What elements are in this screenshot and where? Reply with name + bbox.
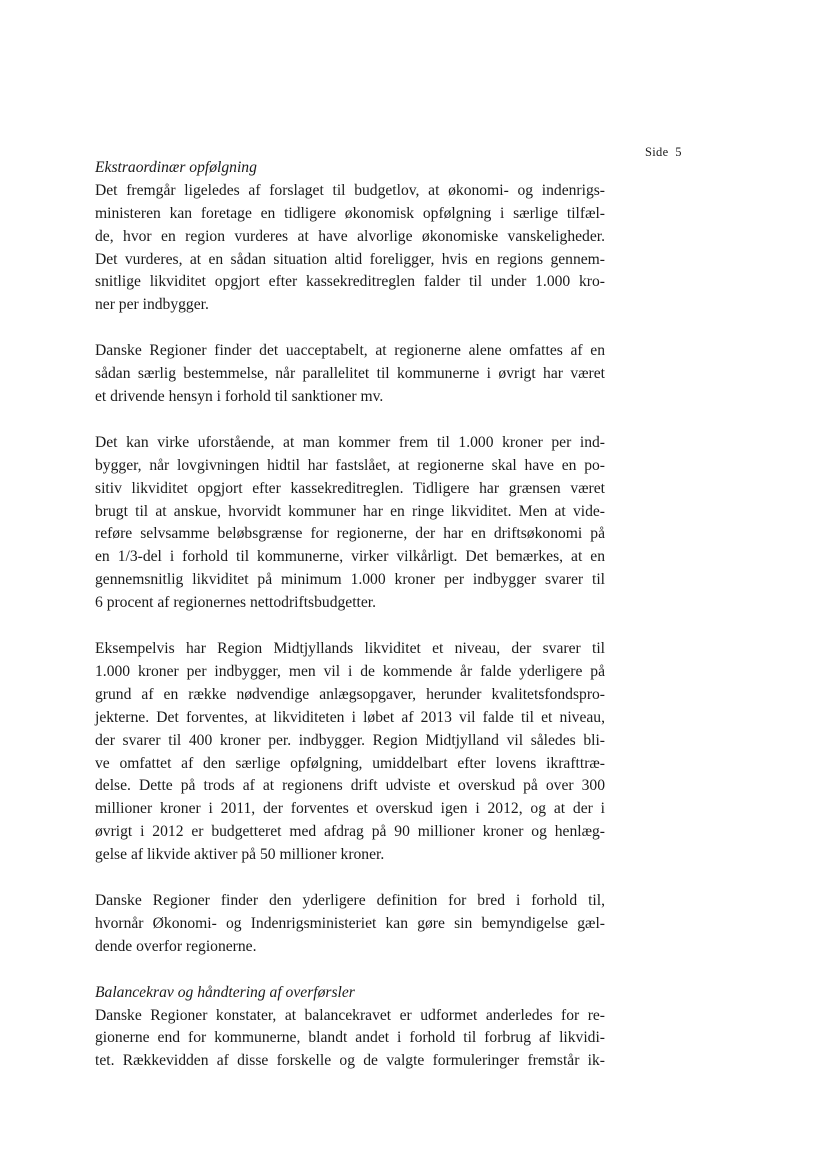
text-line: tet. Rækkevidden af disse forskelle og de valgte formuleringer fremstår ik- [95, 1052, 605, 1070]
text-line: jekterne. Det forventes, at likviditeten i løbet af 2013 vil falde til et niveau, [95, 708, 605, 726]
text-line: Eksempelvis har Region Midtjyllands likviditet et niveau, der svarer til [95, 640, 605, 658]
text-line: bygger, når lovgivningen hidtil har fastslået, at regionerne skal have en po- [95, 456, 605, 474]
text-line: hvornår Økonomi- og Indenrigsministeriet kan gøre sin bemyndigelse gæl- [95, 914, 605, 932]
text-line: Det fremgår ligeledes af forslaget til budgetlov, at økonomi- og indenrigs- [95, 181, 605, 199]
text-line: gennemsnitlig likviditet på minimum 1.000 kroner per indbygger svarer til [95, 571, 605, 589]
paragraph [95, 180, 605, 317]
text-line: brugt til at anskue, hvorvidt kommuner har en ringe likviditet. Men at vide- [95, 502, 605, 520]
text-line: reføre selvsamme beløbsgrænse for regionerne, der har en driftsøkonomi på [95, 525, 605, 543]
text-line: dende overfor regionerne. [95, 937, 257, 955]
paragraph [95, 890, 605, 959]
text-line: ministeren kan foretage en tidligere økonomisk opfølgning i særlige tilfæl- [95, 204, 605, 222]
text-line: 1.000 kroner per indbygger, men vil i de kommende år falde yderligere på [95, 662, 605, 680]
text-line: et drivende hensyn i forhold til sanktioner mv. [95, 388, 384, 406]
text-line: ner per indbygger. [95, 296, 209, 314]
text-line: millioner kroner i 2011, der forventes et overskud igen i 2012, og at der i [95, 800, 605, 818]
text-line: gelse af likvide aktiver på 50 millioner kroner. [95, 846, 385, 864]
text-line: sådan særlig bestemmelse, når parallelitet til kommunerne i øvrigt har været [95, 365, 605, 383]
text-line: ve omfattet af den særlige opfølgning, umiddelbart efter lovens ikrafttræ- [95, 754, 605, 772]
text-line: en 1/3-del i forhold til kommunerne, virker vilkårligt. Det bemærkes, at en [95, 548, 605, 566]
paragraph [95, 432, 605, 615]
text-line: Det vurderes, at en sådan situation altid foreligger, hvis en regions gennem- [95, 250, 605, 268]
text-line: de, hvor en region vurderes at have alvorlige økonomiske vanskeligheder. [95, 227, 605, 245]
text-line: Det kan virke uforstående, at man kommer frem til 1.000 kroner per ind- [95, 433, 605, 451]
text-line: øvrigt i 2012 er budgetteret med afdrag på 90 millioner kroner og henlæg- [95, 823, 605, 841]
text-line: sitiv likviditet opgjort efter kassekreditreglen. Tidligere har grænsen været [95, 479, 605, 497]
section-heading: Balancekrav og håndtering af overførsler [95, 983, 355, 1001]
text-line: Danske Regioner finder den yderligere definition for bred i forhold til, [95, 891, 605, 909]
paragraph [95, 1005, 605, 1074]
text-line: Danske Regioner konstater, at balancekravet er udformet anderledes for re- [95, 1006, 605, 1024]
text-line: gionerne end for kommunerne, blandt andet i forhold til forbrug af likvidi- [95, 1029, 605, 1047]
text-line: grund af en række nødvendige anlægsopgaver, herunder kvalitetsfondspro- [95, 685, 605, 703]
paragraph [95, 340, 605, 409]
text-line: der svarer til 400 kroner per. indbygger. Region Midtjylland vil således bli- [95, 731, 605, 749]
page-number: Side 5 [645, 145, 682, 159]
text-line: snitlige likviditet opgjort efter kassekreditreglen falder til under 1.000 kro- [95, 273, 605, 291]
text-line: 6 procent af regionernes nettodriftsbudgetter. [95, 594, 377, 612]
section-heading: Ekstraordinær opfølgning [95, 159, 257, 176]
paragraph [95, 638, 605, 867]
text-line: Danske Regioner finder det uacceptabelt, at regionerne alene omfattes af en [95, 342, 605, 360]
document-body [95, 157, 605, 1096]
text-line: delse. Dette på trods af at regionens drift udviste et overskud på over 300 [95, 777, 605, 795]
